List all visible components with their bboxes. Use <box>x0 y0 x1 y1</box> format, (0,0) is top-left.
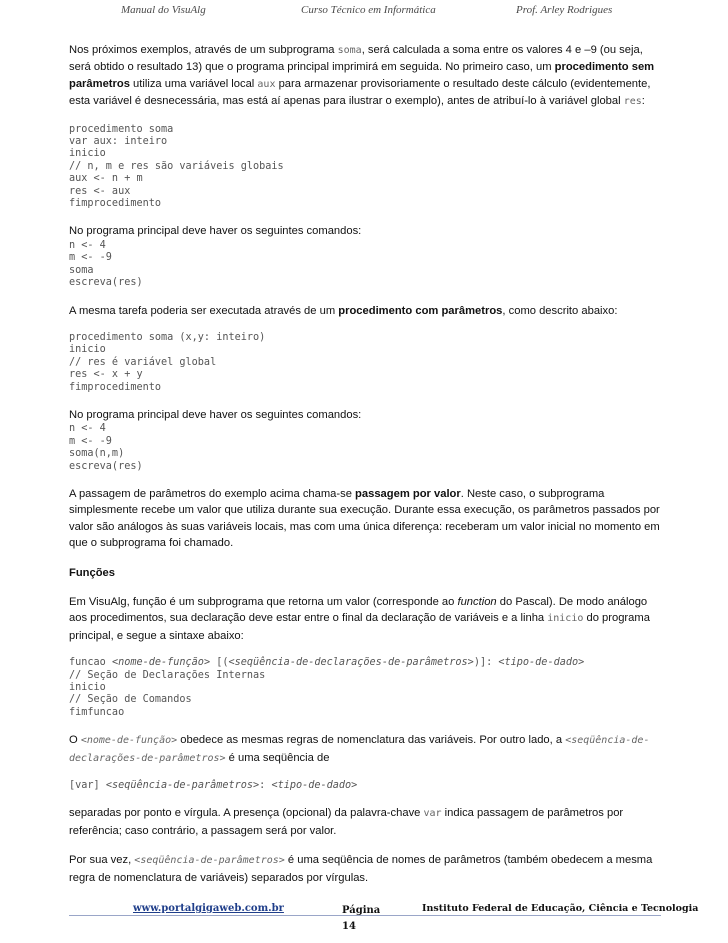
text: , como descrito abaixo: <box>502 304 618 317</box>
text: indica passagem de parâmetros por referência; caso contrário, a passagem será por valor. <box>69 807 624 837</box>
text: . Neste caso, o subprograma simplesmente recebe um valor que utiliza durante sua execução. Durante essa execução, os parâmetros passados por valor são análogos às suas variáveis locais, mas com uma única diferença: receberam um valor inicial no momento em que o subprograma foi chamado. <box>69 487 660 550</box>
paragraph-function-name <box>69 732 661 767</box>
text: é uma seqüência de <box>225 751 330 764</box>
code-block-param-syntax <box>69 780 661 792</box>
code-placeholder: <seqüência-de-parâmetros> <box>105 780 260 792</box>
inline-code: var <box>423 808 442 820</box>
code-text: funcao <box>69 657 112 669</box>
inline-code: inicio <box>547 613 584 625</box>
text: A passagem de parâmetros do exemplo acima chama-se <box>69 487 356 500</box>
header-author: Prof. Arley Rodrigues <box>516 4 613 16</box>
code-block-procedure-params: procedimento soma (x,y: inteiro) inicio // res é variável global res <- x + y fimprocedimento <box>69 331 266 393</box>
inline-code: soma <box>337 45 362 56</box>
text: , será calculada a soma entre os valores 4 e –9 (ou seja, será obtido o resultado 13) que o programa principal imprimirá em seguida. No primeiro caso, um <box>69 44 643 74</box>
text: é uma seqüência de nomes de parâmetros (também obedecem a mesma regra de nomenclatura de variáveis) separados por vírgulas. <box>69 854 653 884</box>
page-footer <box>0 903 728 943</box>
code-block-procedure-no-params: procedimento soma var aux: inteiro inicio // n, m e res são variáveis globais aux <- n + m res <- aux fimprocedimento <box>69 123 284 210</box>
paragraph-main-commands-2: No programa principal deve haver os seguintes comandos: <box>69 408 362 421</box>
text: utiliza uma variável local <box>129 77 258 90</box>
footer-institute: Instituto Federal de Educação, Ciência e Tecnologia <box>422 903 699 914</box>
bold-term: procedimento sem parâmetros <box>69 61 655 90</box>
text: do programa principal, e segue a sintaxe abaixo: <box>69 612 650 642</box>
italic-term: function <box>457 596 497 608</box>
code-text: [( <box>210 657 229 669</box>
text: Em VisuAlg, função é um subprograma que retorna um valor (corresponde ao <box>69 596 458 608</box>
paragraph-with-params <box>69 303 661 319</box>
italic-code: <nome-de-função> <box>80 735 178 747</box>
code-placeholder: <seqüência-de-declarações-de-parâmetros> <box>228 657 474 669</box>
code-placeholder: <tipo-de-dado> <box>498 657 585 669</box>
text: : <box>641 95 645 108</box>
footer-page-number: Página 14 <box>342 905 381 932</box>
paragraph-var-keyword <box>69 805 661 839</box>
code-block-main-2: n <- 4 m <- -9 soma(n,m) escreva(res) <box>69 423 143 472</box>
text: obedece as mesmas regras de nomenclatura das variáveis. Por outro lado, a <box>177 734 566 747</box>
code-text: : <box>259 780 272 792</box>
text: Nos próximos exemplos, através de um subprograma <box>69 44 338 56</box>
code-text: )]: <box>473 657 499 669</box>
header-course: Curso Técnico em Informática <box>301 4 436 16</box>
section-heading: Funções <box>69 566 116 579</box>
page-content <box>69 42 661 899</box>
text: para armazenar provisoriamente o resultado deste cálculo (evidentemente, esta variável é desnecessária, mas está aí apenas para ilustrar o exemplo), antes de atribuí-lo à variável global <box>69 77 651 108</box>
code-text: // Seção de Declarações Internas inicio // Seção de Comandos fimfuncao <box>69 669 266 718</box>
paragraph-pass-by-value <box>69 486 661 552</box>
text: A mesma tarefa poderia ser executada através de um <box>69 304 339 317</box>
code-block-function-syntax <box>69 657 661 719</box>
italic-code: <seqüência-de-declarações-de-parâmetros> <box>69 735 650 764</box>
inline-code: res <box>623 96 642 108</box>
footer-website-link[interactable]: www.portalgigaweb.com.br <box>133 903 284 914</box>
text: Por sua vez, <box>69 854 135 867</box>
bold-term: procedimento com parâmetros <box>338 304 503 317</box>
text: O <box>69 734 81 747</box>
paragraph-main-commands: No programa principal deve haver os seguintes comandos: <box>69 225 362 238</box>
paragraph-functions <box>69 594 661 644</box>
text: separadas por ponto e vírgula. A presença (opcional) da palavra-chave <box>69 807 424 820</box>
code-placeholder: <nome-de-função> <box>111 657 211 669</box>
text: do Pascal). De modo análogo aos procedimentos, sua declaração deve estar entre o final da declaração de variáveis e a linha <box>69 596 648 625</box>
header-manual-title: Manual do VisuAlg <box>121 4 206 16</box>
italic-code: <seqüência-de-parâmetros> <box>134 855 285 867</box>
page-header <box>0 0 728 18</box>
paragraph-param-sequence <box>69 852 661 886</box>
inline-code: aux <box>257 78 276 90</box>
code-text: [var] <box>69 780 106 792</box>
paragraph-intro <box>69 42 661 111</box>
code-block-main-1: n <- 4 m <- -9 soma escreva(res) <box>69 239 143 289</box>
code-placeholder: <tipo-de-dado> <box>271 780 358 792</box>
bold-term: passagem por valor <box>355 487 461 500</box>
